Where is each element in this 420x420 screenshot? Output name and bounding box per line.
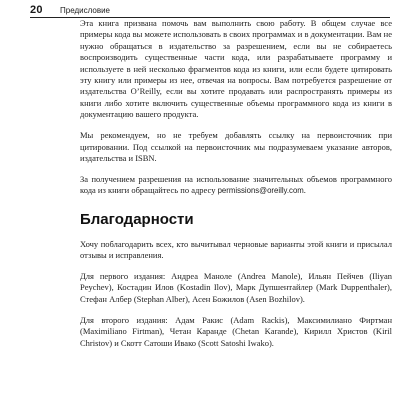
paragraph-attribution: Мы рекомендуем, но не требуем добавлять ссылку на первоисточник при цитировании. Под ссылкой на первоисточник мы подразумеваем указание авторов, издательства и ISBN.	[80, 130, 392, 163]
page-number: 20	[30, 4, 43, 16]
paragraph-code-usage: Эта книга призвана помочь вам выполнить свою работу. В общем случае все примеры кода вы можете использовать в своих программах и в документации. Вам не нужно обращаться в издательство за разрешением, если вы не собираетесь воспроизводить существенные части кода, или разрабатываете программу и используете в ней несколько фрагментов кода из книги, или если будете цитировать эту книгу или примеры из нее, отвечая на вопросы. Вам потребуется разрешение от издательства O’Reilly, если вы хотите продавать или распространять примеры из книги либо хотите включить существенные объемы программного кода из книги в документацию вашего продукта.	[80, 18, 392, 120]
paragraph-permissions	[80, 174, 392, 197]
page-header	[30, 3, 390, 17]
running-head: Предисловие	[60, 5, 110, 15]
page-body	[80, 18, 392, 358]
permissions-email: permissions@oreilly.com	[217, 186, 304, 196]
paragraph-thanks-intro: Хочу поблагодарить всех, кто вычитывал черновые варианты этой книги и присылал отзывы и исправления.	[80, 238, 392, 261]
permissions-end: .	[303, 185, 306, 196]
paragraph-second-edition: Для второго издания: Адам Ракис (Adam Rackis), Максимилиано Фиртман (Maximiliano Firtman), Четан Каранде (Chetan Karande), Кирилл Христов (Kiril Christov) и Скотт Сатоши Ивако (Scott Satoshi Iwako).	[80, 314, 392, 348]
permissions-text: За получением разрешения на использование значительных объемов программного кода из книги обращайтесь по адресу	[80, 173, 392, 196]
paragraph-first-edition: Для первого издания: Андреа Маноле (Andrea Manole), Ильян Пейчев (Iliyan Peychev), Костадин Илов (Kostadin Ilov), Марк Дупшентайлер (Mark Duppenthaler), Стефан Албер (Stephan Alber), Асен Божилов (Asen Bozhilov).	[80, 271, 392, 304]
section-heading-acknowledgements: Благодарности	[80, 210, 194, 228]
